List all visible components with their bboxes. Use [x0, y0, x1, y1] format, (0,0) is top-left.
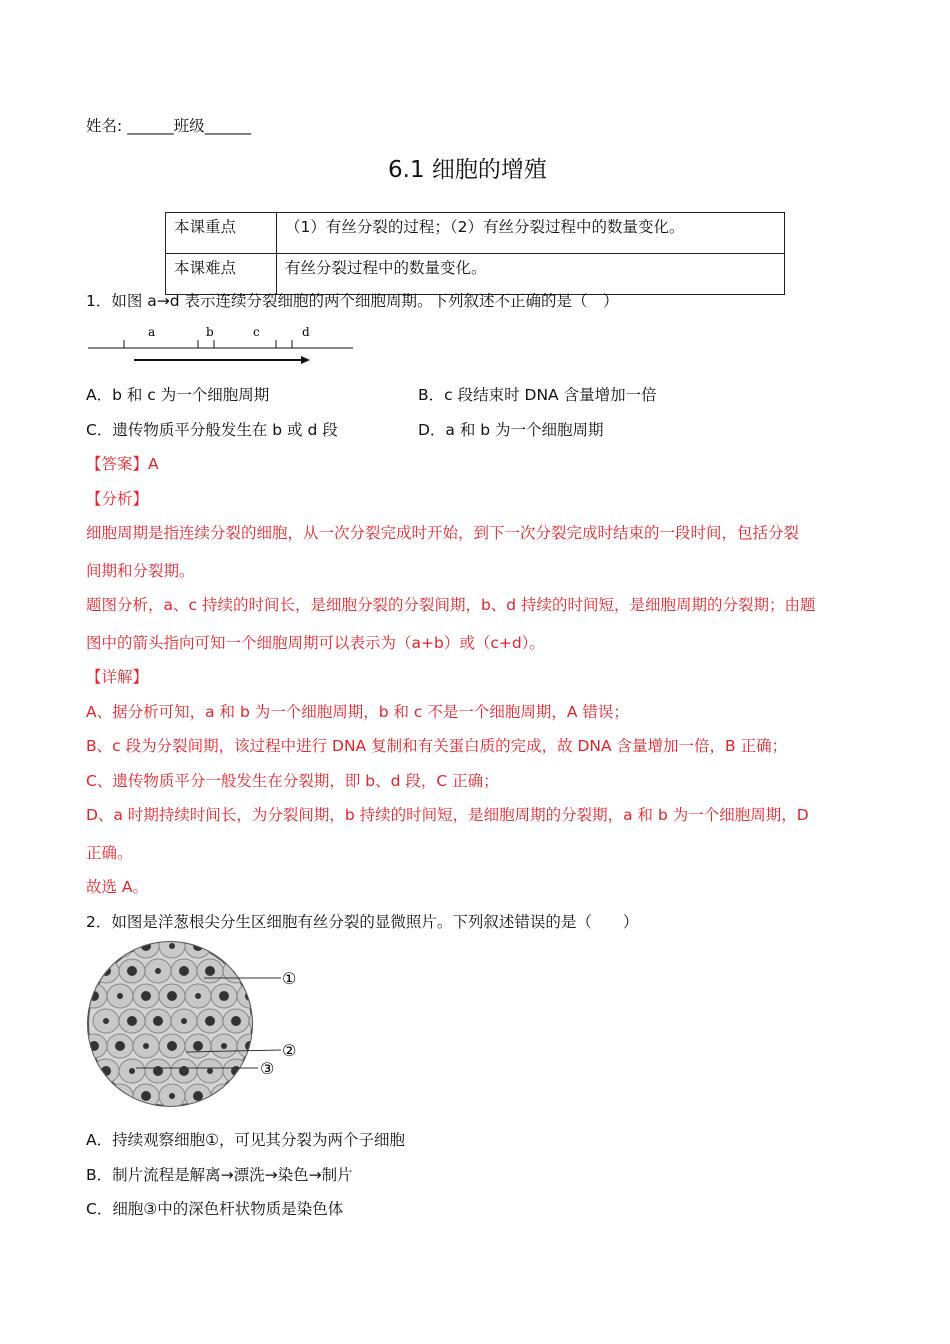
detail-line: 故选 A。 — [86, 878, 149, 896]
detail-line: A、据分析可知，a 和 b 为一个细胞周期，b 和 c 不是一个细胞周期，A 错误； — [86, 703, 629, 721]
callout-2: ② — [282, 1041, 297, 1060]
cell-nucleus — [129, 1068, 135, 1074]
q2-option-a: A．持续观察细胞①，可见其分裂为两个子细胞 — [86, 1131, 406, 1149]
option-a: A．b 和 c 为一个细胞周期 — [86, 386, 270, 404]
cell-nucleus — [91, 1093, 97, 1099]
cell-nucleus — [219, 1091, 229, 1101]
cell-nucleus — [143, 1043, 149, 1049]
detail-heading: 【详解】 — [86, 668, 149, 686]
cell-nucleus — [207, 1068, 213, 1074]
cell — [249, 959, 275, 983]
q2-option-b: B．制片流程是解离→漂洗→染色→制片 — [86, 1166, 353, 1184]
q2-option-c: C．细胞③中的深色杆状物质是染色体 — [86, 1200, 344, 1218]
cell-nucleus — [115, 941, 125, 951]
cell — [237, 940, 263, 958]
cell-nucleus — [231, 1016, 241, 1026]
cell-nucleus — [257, 966, 267, 976]
cell-nucleus — [247, 943, 253, 949]
cell-nucleus — [195, 993, 201, 999]
question-1-stem: 1．如图 a→d 表示连续分裂细胞的两个细胞周期。下列叙述不正确的是（ ） — [86, 292, 619, 310]
cell-nucleus — [117, 993, 123, 999]
cell-nucleus — [193, 1091, 203, 1101]
analysis-line: 题图分析，a、c 持续的时间长，是细胞分裂的分裂间期，b、d 持续的时间短，是细胞周期的分裂期；由题 — [86, 596, 816, 614]
cell-nucleus — [179, 966, 189, 976]
table-label: 本课重点 — [166, 213, 277, 254]
answer: 【答案】A — [86, 455, 159, 473]
cell — [223, 959, 249, 983]
cell-nucleus — [219, 941, 229, 951]
option-d: D．a 和 b 为一个细胞周期 — [418, 421, 604, 439]
table-value: （1）有丝分裂的过程；（2）有丝分裂过程中的数量变化。 — [277, 213, 785, 254]
cell-nucleus — [91, 943, 97, 949]
segment-label: c — [253, 325, 260, 339]
analysis-line: 细胞周期是指连续分裂的细胞，从一次分裂完成时开始，到下一次分裂完成时结束的一段时间，包括分裂 — [86, 524, 800, 542]
cell-nucleus — [167, 1041, 177, 1051]
page-title: 6.1 细胞的增殖 — [388, 157, 547, 183]
cell-nucleus — [155, 968, 161, 974]
table-label: 本课难点 — [166, 254, 277, 295]
detail-line: B、c 段为分裂间期，该过程中进行 DNA 复制和有关蛋白质的完成，故 DNA 含量增加一倍，B 正确； — [86, 737, 788, 755]
cell-nucleus — [205, 1016, 215, 1026]
cell-nucleus — [127, 966, 137, 976]
cell — [211, 1084, 237, 1108]
detail-line: C、遗传物质平分一般发生在分裂期，即 b、d 段，C 正确； — [86, 772, 499, 790]
cell — [237, 1084, 263, 1108]
cell-nucleus — [221, 1043, 227, 1049]
cell-nucleus — [169, 943, 175, 949]
cell-nucleus — [115, 1041, 125, 1051]
cell-nucleus — [169, 1093, 175, 1099]
cell-nucleus — [181, 1018, 187, 1024]
cell-nucleus — [205, 966, 215, 976]
cell-nucleus — [247, 1093, 253, 1099]
analysis-line: 图中的箭头指向可知一个细胞周期可以表示为（a+b）或（c+d）。 — [86, 634, 545, 652]
cell-nucleus — [167, 991, 177, 1001]
name-class-line: 姓名: ______班级______ — [86, 117, 252, 135]
cell-nucleus — [141, 991, 151, 1001]
cell-nucleus — [219, 991, 229, 1001]
cell-nucleus — [259, 1018, 265, 1024]
cell-nucleus — [103, 1018, 109, 1024]
detail-line: 正确。 — [86, 844, 133, 862]
callout-1: ① — [282, 969, 297, 988]
cell-nucleus — [153, 1016, 163, 1026]
option-c: C．遗传物质平分般发生在 b 或 d 段 — [86, 421, 338, 439]
segment-label: a — [148, 325, 156, 339]
segment-label: d — [302, 325, 310, 339]
cell-nucleus — [193, 1041, 203, 1051]
option-b: B．c 段结束时 DNA 含量增加一倍 — [418, 386, 657, 404]
question-2-stem: 2．如图是洋葱根尖分生区细胞有丝分裂的显微照片。下列叙述错误的是（ ） — [86, 913, 639, 931]
key-points-table — [165, 212, 785, 295]
callout-3: ③ — [260, 1059, 275, 1078]
cell — [86, 1084, 107, 1108]
segment-label: b — [206, 325, 214, 339]
cell-nucleus — [141, 1091, 151, 1101]
cell-nucleus — [233, 968, 239, 974]
analysis-heading: 【分析】 — [86, 490, 149, 508]
analysis-line: 间期和分裂期。 — [86, 562, 195, 580]
table-value: 有丝分裂过程中的数量变化。 — [277, 254, 785, 295]
cell — [86, 940, 107, 958]
cell-nucleus — [127, 1016, 137, 1026]
detail-line: D、a 时期持续时间长，为分裂间期，b 持续的时间短，是细胞周期的分裂期，a 和 b 为一个细胞周期，D — [86, 806, 809, 824]
micrograph-figure — [86, 940, 316, 1110]
cell-cycle-diagram — [86, 322, 356, 367]
